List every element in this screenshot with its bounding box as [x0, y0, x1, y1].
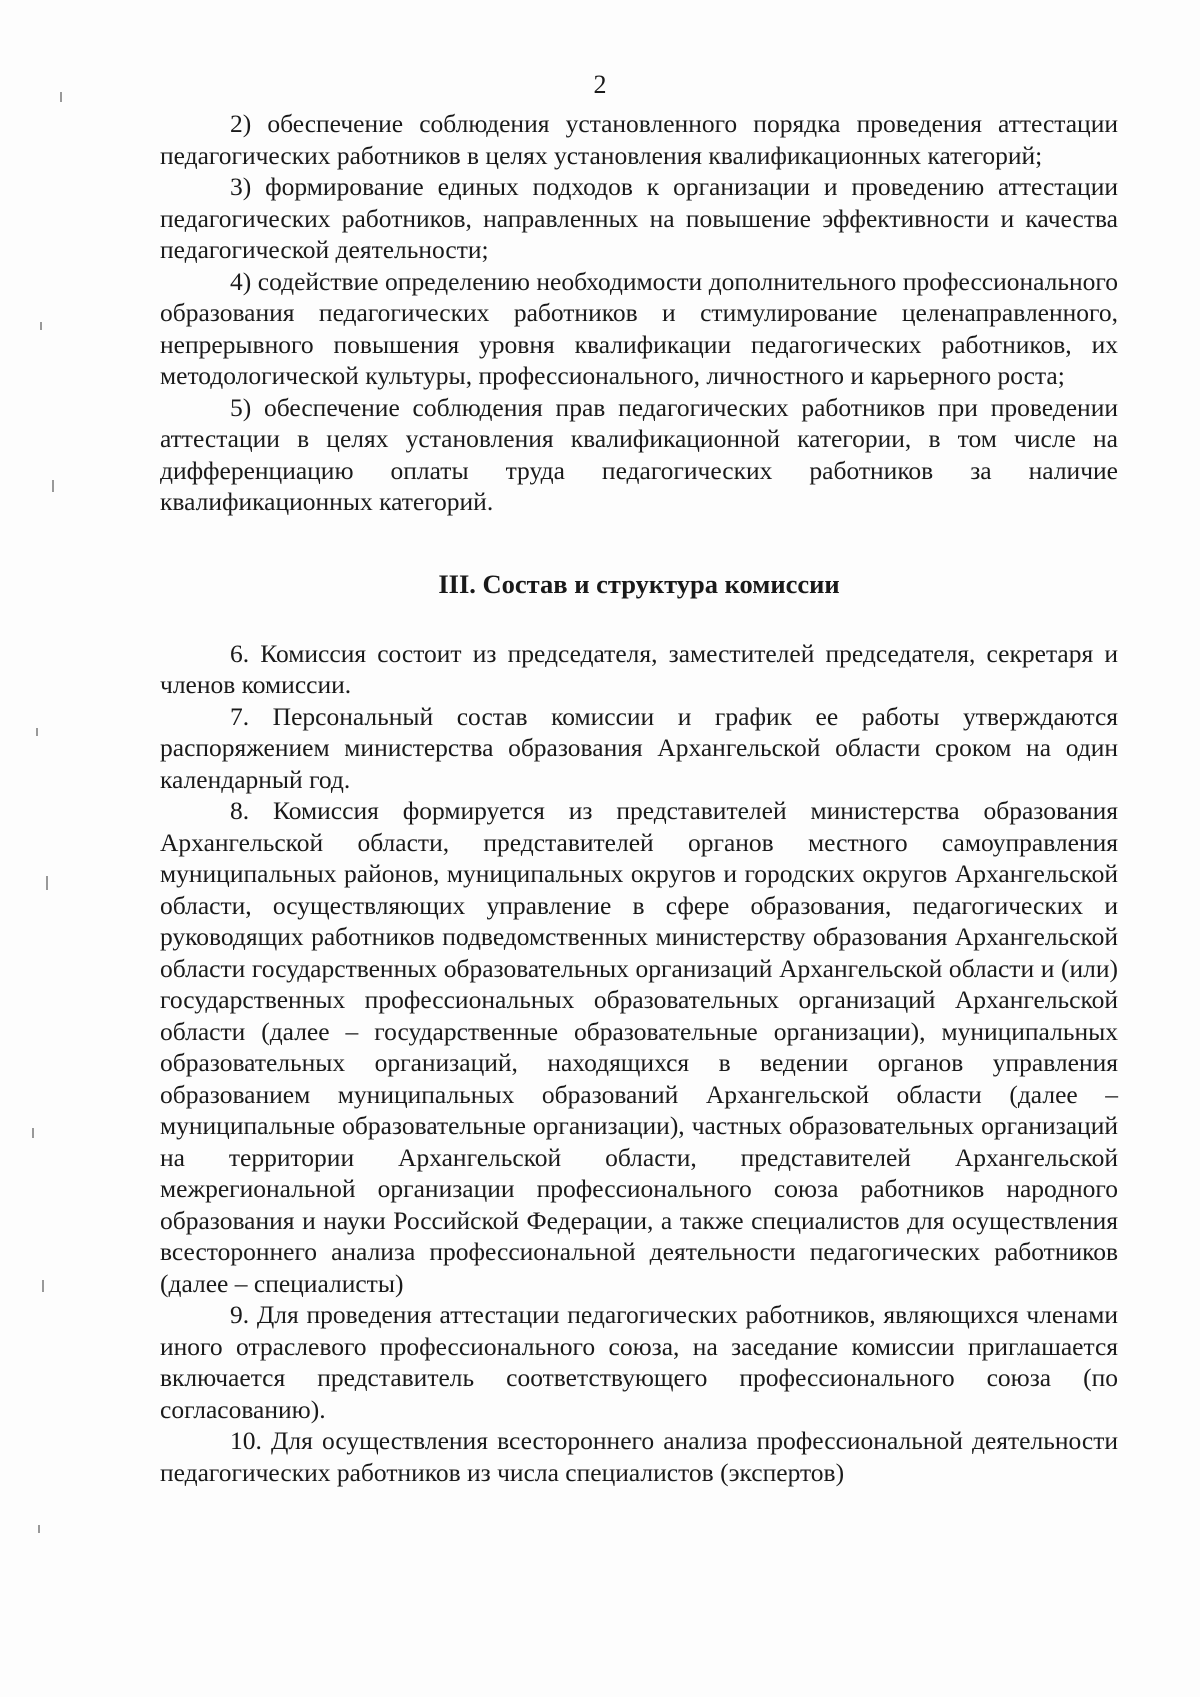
scan-speck — [46, 876, 48, 890]
scan-speck — [36, 728, 38, 736]
scan-speck — [32, 1128, 34, 1138]
paragraph: 7. Персональный состав комиссии и график ее работы утверждаются распоряжением министерства образования Архангельской области сроком на один календарный год. — [160, 701, 1118, 794]
document-body — [160, 108, 1118, 1488]
list-item: 2) обеспечение соблюдения установленного порядка проведения аттестации педагогических работников в целях установления квалификационных категорий; — [160, 109, 1118, 170]
list-item: 4) содействие определению необходимости дополнительного профессионального образования педагогических работников и стимулирование целенаправленного, непрерывного повышения уровня квалификации педагогических работников, их методологической культуры, профессионального, личностного и карьерного роста; — [160, 266, 1118, 390]
scan-speck — [42, 1280, 44, 1292]
paragraph: 6. Комиссия состоит из председателя, заместителей председателя, секретаря и членов комиссии. — [160, 638, 1118, 699]
scan-speck — [52, 480, 54, 492]
page-number: 2 — [593, 70, 607, 99]
section-heading: III. Состав и структура комиссии — [438, 568, 840, 599]
list-item: 3) формирование единых подходов к организации и проведению аттестации педагогических работников, направленных на повышение эффективности и качества педагогической деятельности; — [160, 172, 1118, 264]
scan-speck — [40, 322, 42, 330]
scan-speck — [38, 1525, 40, 1533]
list-item: 5) обеспечение соблюдения прав педагогических работников при проведении аттестации в целях установления квалификационной категории, в том числе на дифференциацию оплаты труда педагогических работников за наличие квалификационных категорий. — [160, 392, 1118, 516]
paragraph: 8. Комиссия формируется из представителей министерства образования Архангельской области, представителей органов местного самоуправления муниципальных районов, муниципальных округов и городских округов Архангельской области, осуществляющих управление в сфере образования, педагогических и руководящих работников подведомственных министерству образования Архангельской области государственных образовательных организаций Архангельской области и (или) государственных профессиональных образовательных организаций Архангельской области (далее – государственные образовательные организации), муниципальных образовательных организаций, находящихся в ведении органов управления образованием муниципальных образований Архангельской области (далее – муниципальные образовательные организации), частных образовательных организаций на территории Архангельской области, представителей Архангельской межрегиональной организации профессионального союза работников народного образования и науки Российской Федерации, а также специалистов для осуществления всестороннего анализа профессиональной деятельности педагогических работников (далее – специалисты) — [160, 796, 1118, 1298]
paragraph: 10. Для осуществления всестороннего анализа профессиональной деятельности педагогических работников из числа специалистов (экспертов) — [160, 1426, 1118, 1487]
paragraph: 9. Для проведения аттестации педагогических работников, являющихся членами иного отраслевого профессионального союза, на заседание комиссии приглашается включается представитель соответствующего профессионального союза (по согласованию). — [160, 1300, 1118, 1424]
